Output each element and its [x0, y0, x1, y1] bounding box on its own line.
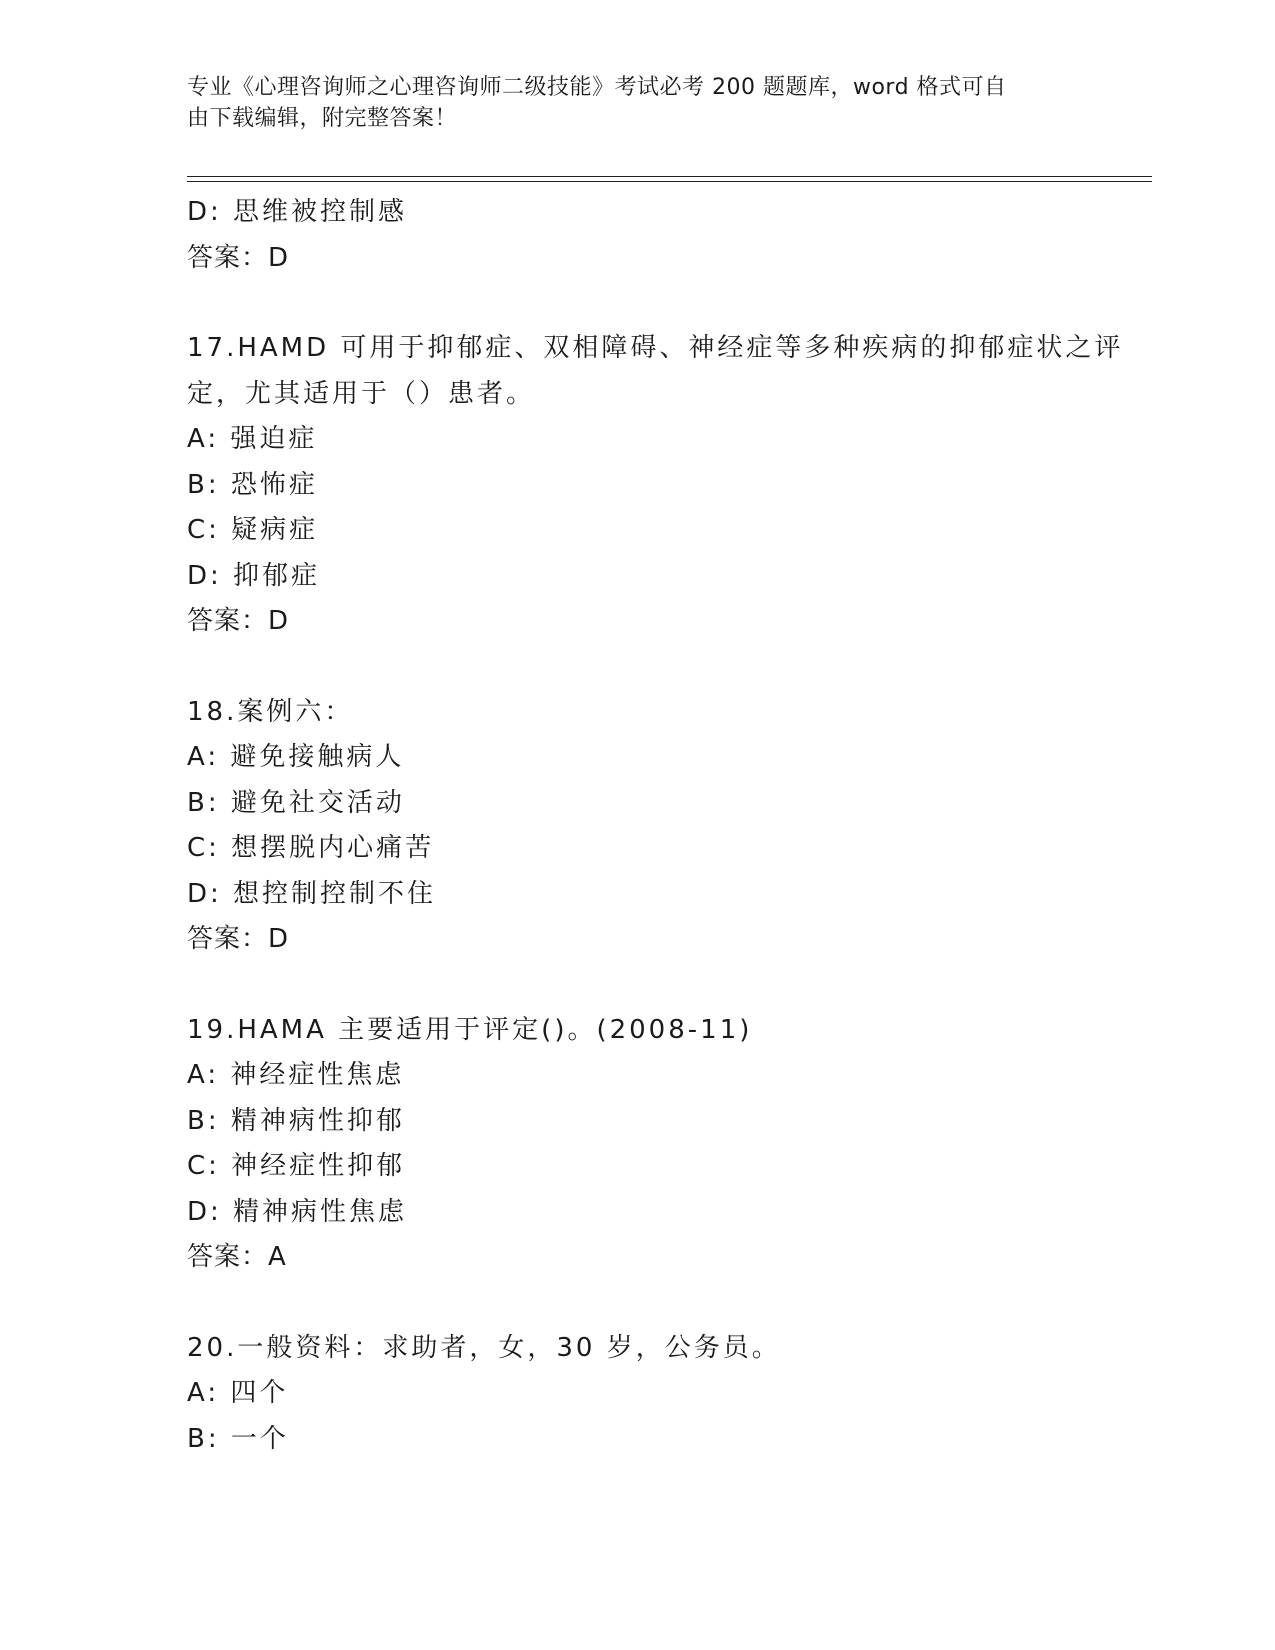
question-stem: 17.HAMD 可用于抑郁症、双相障碍、神经症等多种疾病的抑郁症状之评	[187, 333, 1124, 363]
option-b: B: 一个	[187, 1423, 289, 1454]
question-block-19	[187, 1008, 1152, 1281]
question-block-20	[187, 1326, 1152, 1463]
option-a: A: 四个	[187, 1378, 289, 1408]
question-stem: 18.案例六：	[187, 696, 354, 727]
option-a: A: 避免接触病人	[187, 742, 405, 772]
spacer	[187, 963, 1152, 1008]
option-d: D: 抑郁症	[187, 560, 321, 591]
question-list	[187, 190, 1152, 1462]
spacer	[187, 281, 1152, 326]
option-c: C: 想摆脱内心痛苦	[187, 833, 435, 863]
option-d: D: 想控制控制不住	[187, 878, 437, 909]
question-stem-continued: 定，尤其适用于（）患者。	[187, 378, 536, 409]
option-a: A: 强迫症	[187, 424, 318, 454]
answer-line: 答案：D	[187, 242, 290, 273]
answer-line: 答案：D	[187, 606, 290, 636]
question-block-17	[187, 326, 1152, 645]
header-line-2: 由下载编辑，附完整答案！	[187, 106, 458, 131]
question-block-18	[187, 690, 1152, 963]
spacer	[187, 1281, 1152, 1326]
spacer	[187, 645, 1152, 690]
option-d: D: 思维被控制感	[187, 197, 408, 227]
page-header	[187, 72, 1067, 134]
option-c: C: 神经症性抑郁	[187, 1151, 406, 1181]
header-line-1: 专业《心理咨询师之心理咨询师二级技能》考试必考 200 题题库，word 格式可自	[187, 75, 1007, 100]
option-a: A: 神经症性焦虑	[187, 1060, 405, 1090]
option-b: B: 避免社交活动	[187, 787, 405, 818]
option-d: D: 精神病性焦虑	[187, 1196, 408, 1227]
option-b: B: 精神病性抑郁	[187, 1105, 405, 1136]
option-b: B: 恐怖症	[187, 469, 318, 500]
header-divider	[187, 176, 1152, 182]
question-stem: 20.一般资料：求助者，女，30 岁，公务员。	[187, 1332, 781, 1363]
question-block-16	[187, 190, 1152, 281]
answer-line: 答案：A	[187, 1242, 287, 1272]
answer-line: 答案：D	[187, 924, 290, 954]
option-c: C: 疑病症	[187, 515, 319, 545]
question-stem: 19.HAMA 主要适用于评定()。(2008-11)	[187, 1014, 753, 1045]
